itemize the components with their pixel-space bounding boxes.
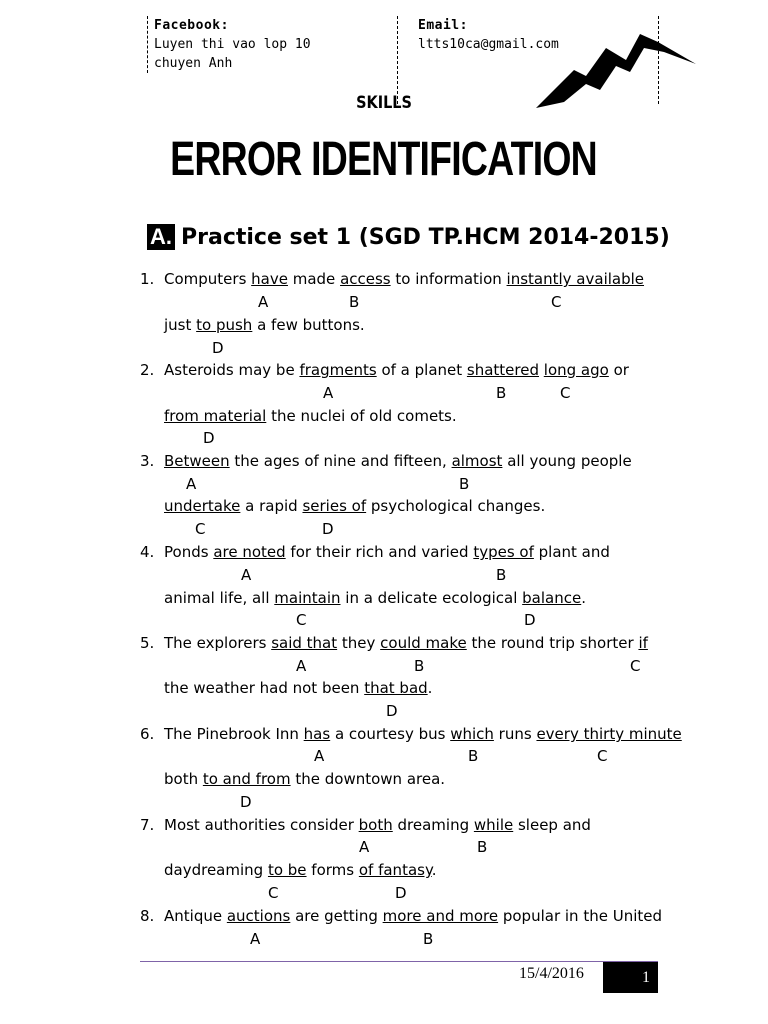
question-5-cont (164, 678, 432, 698)
question-text: dreaming (392, 816, 474, 834)
option-label: A (296, 657, 307, 675)
underlined-option: have (251, 270, 288, 288)
underlined-option: of fantasy (358, 861, 432, 879)
question-text: the round trip shorter (466, 634, 639, 652)
underlined-option: series of (302, 497, 367, 515)
question-text: forms (306, 861, 359, 879)
question-4-cont (164, 588, 586, 608)
underlined-option: types of (473, 543, 534, 561)
question-2-cont (164, 406, 457, 426)
question-text: Asteroids may be (164, 361, 300, 379)
option-label: D (386, 702, 398, 720)
question-text: sleep and (513, 816, 591, 834)
underlined-option: long ago (543, 361, 609, 379)
page-title (0, 132, 768, 187)
email-value: ltts10ca@gmail.com (418, 37, 559, 52)
question-text: Computers (164, 270, 252, 288)
option-label: D (322, 520, 334, 538)
question-3-cont (164, 496, 545, 516)
option-label: C (630, 657, 641, 675)
option-label: B (414, 657, 425, 675)
question-text: runs (493, 725, 537, 743)
underlined-option: while (473, 816, 514, 834)
question-7-cont (164, 860, 436, 880)
option-label: A (323, 384, 334, 402)
skills-heading: SKILLS (356, 93, 412, 113)
option-label: B (459, 475, 470, 493)
question-6 (140, 724, 682, 744)
underlined-option: to be (267, 861, 307, 879)
underlined-option: fragments (299, 361, 377, 379)
underlined-option: instantly available (506, 270, 645, 288)
footer-date: 15/4/2016 (519, 965, 584, 982)
question-text: the weather had not been (164, 679, 365, 697)
option-label: D (240, 793, 252, 811)
question-number: 7. (140, 816, 155, 834)
underlined-option: to and from (202, 770, 291, 788)
underlined-option: balance (522, 589, 582, 607)
option-label: C (551, 293, 562, 311)
underlined-option: if (638, 634, 648, 652)
question-text: of a planet (376, 361, 467, 379)
option-label: B (468, 747, 479, 765)
option-label: A (258, 293, 269, 311)
question-number: 8. (140, 907, 155, 925)
question-text: a few buttons. (252, 316, 365, 334)
option-label: A (359, 838, 370, 856)
option-label: C (296, 611, 307, 629)
question-text: for their rich and varied (285, 543, 474, 561)
option-label: A (241, 566, 252, 584)
option-label: B (423, 930, 434, 948)
question-text: . (581, 589, 586, 607)
question-2 (140, 360, 629, 380)
question-text: the downtown area. (290, 770, 446, 788)
question-number: 6. (140, 725, 155, 743)
underlined-option: undertake (164, 497, 241, 515)
question-text: . (431, 861, 437, 879)
question-text: to information (390, 270, 507, 288)
question-text: they (337, 634, 381, 652)
section-title: Practice set 1 (SGD TP.HCM 2014-2015) (181, 225, 670, 250)
option-label: C (195, 520, 206, 538)
question-text: a courtesy bus (330, 725, 451, 743)
underlined-option: Between (164, 452, 230, 470)
underlined-option: said that (271, 634, 338, 652)
option-label: A (314, 747, 325, 765)
underlined-option: both (358, 816, 393, 834)
question-number: 1. (140, 270, 155, 288)
facebook-line-2: chuyen Anh (154, 56, 233, 71)
question-text: The explorers (164, 634, 272, 652)
question-text: The Pinebrook Inn (164, 725, 304, 743)
option-label: D (524, 611, 536, 629)
question-text: Ponds (164, 543, 214, 561)
question-text: . (427, 679, 433, 697)
option-label: C (560, 384, 571, 402)
question-text: the nuclei of old comets. (266, 407, 457, 425)
question-text: a rapid (240, 497, 303, 515)
underlined-option: has (303, 725, 331, 743)
question-text: Antique (164, 907, 227, 925)
underlined-option: every thirty minute (536, 725, 682, 743)
question-text: psychological changes. (366, 497, 546, 515)
question-number: 4. (140, 543, 155, 561)
underlined-option: could make (380, 634, 467, 652)
underlined-option: more and more (382, 907, 499, 925)
facebook-line-1: Luyen thi vao lop 10 (154, 37, 311, 52)
question-text: both (164, 770, 203, 788)
facebook-box (147, 16, 394, 73)
question-text: all young people (502, 452, 632, 470)
footer-divider (140, 961, 658, 962)
underlined-option: access (340, 270, 391, 288)
option-label: D (395, 884, 407, 902)
question-text: in a delicate ecological (340, 589, 523, 607)
underlined-option: to push (196, 316, 253, 334)
question-text: Most authorities consider (164, 816, 359, 834)
option-label: D (203, 429, 215, 447)
email-label: Email: (418, 18, 468, 33)
question-number: 3. (140, 452, 155, 470)
question-1-cont (164, 315, 365, 335)
page-title-text: ERROR IDENTIFICATION (170, 133, 598, 186)
option-label: D (212, 339, 224, 357)
question-text: just (164, 316, 197, 334)
underlined-option: shattered (466, 361, 539, 379)
option-label: C (597, 747, 608, 765)
option-label: B (349, 293, 360, 311)
section-heading (147, 224, 670, 250)
question-8 (140, 906, 662, 926)
option-label: B (477, 838, 488, 856)
section-letter: A. (147, 224, 175, 250)
option-label: C (268, 884, 279, 902)
question-text: made (287, 270, 341, 288)
question-4 (140, 542, 610, 562)
question-text: are getting (290, 907, 383, 925)
underlined-option: which (450, 725, 494, 743)
option-label: B (496, 566, 507, 584)
question-6-cont (164, 769, 445, 789)
underlined-option: almost (451, 452, 503, 470)
underlined-option: auctions (226, 907, 291, 925)
question-text: daydreaming (164, 861, 268, 879)
question-5 (140, 633, 648, 653)
question-text: animal life, all (164, 589, 275, 607)
underlined-option: maintain (274, 589, 341, 607)
question-text: plant and (533, 543, 610, 561)
page-number: 1 (603, 962, 658, 993)
question-3 (140, 451, 632, 471)
option-label: A (250, 930, 261, 948)
underlined-option: that bad (364, 679, 428, 697)
underlined-option: from material (164, 407, 267, 425)
underlined-option: are noted (213, 543, 286, 561)
question-number: 2. (140, 361, 155, 379)
question-text: or (608, 361, 629, 379)
facebook-label: Facebook: (154, 18, 229, 33)
question-1 (140, 269, 644, 289)
option-label: A (186, 475, 197, 493)
option-label: B (496, 384, 507, 402)
question-text: popular in the United (498, 907, 662, 925)
question-text: the ages of nine and fifteen, (229, 452, 452, 470)
question-number: 5. (140, 634, 155, 652)
question-7 (140, 815, 591, 835)
